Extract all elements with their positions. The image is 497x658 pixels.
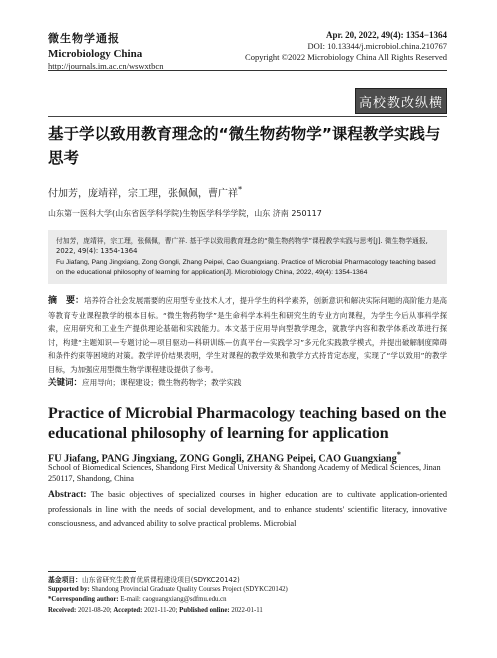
title-cn: 基于学以致用教育理念的“微生物药物学”课程教学实践与思考 <box>48 125 441 167</box>
affiliation-en: School of Biomedical Sciences, Shandong First Medical University & Shandong Academy of Medical Sciences, Jinan 250117, Shandong, China <box>48 463 441 483</box>
published-label: Published online: <box>179 606 230 614</box>
fund-line <box>48 575 447 585</box>
journal-url[interactable]: http://journals.im.ac.cn/wswxtbcn <box>48 61 164 71</box>
keywords-cn <box>48 376 241 388</box>
issue-date: Apr. 20, 2022, 49(4): 1354−1364 <box>325 30 447 40</box>
journal-header <box>48 30 163 71</box>
supported-line <box>48 585 447 595</box>
abstract-en-text: The basic objectives of specialized courses in higher education are to cultivate application-oriented professionals in line with the needs of social development, and to enhance students' scientific literacy, innovative consciousness, and advanced ability to solve practical problems. Microbial <box>48 490 447 528</box>
citation-en: Fu Jiafang, Pang Jingxiang, Zong Gongli, Zhang Peipei, Cao Guangxiang. Practice of Microbial Pharmacology teaching based on the educational philosophy of learning for application[J]. Microbiology China, 2022, 49(4): 1354-1364 <box>56 259 436 276</box>
accepted-label: Accepted: <box>113 606 143 614</box>
issue-info <box>245 30 447 63</box>
journal-name-cn: 微生物学通报 <box>48 32 120 45</box>
keywords-cn-label: 关键词： <box>48 378 83 388</box>
doi[interactable]: DOI: 10.13344/j.microbiol.china.210767 <box>307 41 447 51</box>
abstract-cn <box>48 294 447 376</box>
copyright: Copyright ©2022 Microbiology China All Rights Reserved <box>245 52 447 62</box>
section-tag: 高校教改纵横 <box>355 88 447 114</box>
accepted-date: 2021-11-20; <box>144 606 178 614</box>
dates-line <box>48 606 447 616</box>
abstract-en-label: Abstract: <box>48 490 87 500</box>
keywords-cn-text: 应用导向；课程建设；微生物药物学；教学实践 <box>82 378 242 387</box>
corresponding-mark: * <box>238 184 243 194</box>
citation-cn: 付加芳，庞靖祥，宗工理，张佩佩，曹广祥. 基于学以致用教育理念的“微生物药物学”课程教学实践与思考[J]. 微生物学通报, 2022, 49(4): 1354-1364 <box>56 237 428 255</box>
corresponding-line <box>48 595 447 605</box>
title-en: Practice of Microbial Pharmacology teaching based on the educational philosophy of learning for application <box>48 405 447 442</box>
authors-cn <box>48 184 242 199</box>
abstract-cn-label: 摘 要： <box>48 296 85 306</box>
section-divider <box>48 116 447 117</box>
corr-email[interactable]: E-mail: caoguangxiang@sdfmu.edu.cn <box>120 596 227 604</box>
supported-text: Shandong Provincial Graduate Quality Courses Project (SDYKC20142) <box>91 586 288 594</box>
footnotes <box>48 575 447 616</box>
authors-en-names: FU Jiafang, PANG Jingxiang, ZONG Gongli, ZHANG Peipei, CAO Guangxiang <box>48 453 397 465</box>
published-date: 2022-01-11 <box>231 606 263 614</box>
received-label: Received: <box>48 606 77 614</box>
corr-label: *Corresponding author: <box>48 596 119 604</box>
affiliation-cn: 山东第一医科大学(山东省医学科学院)生物医学科学学院，山东 济南 250117 <box>48 209 322 218</box>
citation-box <box>48 230 447 284</box>
supported-label: Supported by: <box>48 586 90 594</box>
journal-name-en: Microbiology China <box>48 48 143 60</box>
abstract-cn-text: 培养符合社会发展需要的应用型专业技术人才，提升学生的科学素养，创新意识和解决实际问题的高阶能力是高等教育专业课程教学的根本目标。“微生物药物学”是生命科学本科生和研究生的专业方向课程，为学生今后从事科学探索，应用研究和工业生产提供理论基础和实践能力。本文基于应用导向型教学理念，就教学内容和教学体系改革进行探讨，构建“主题知识—专题讨论—项目驱动—科研训练—仿真平台—实践学习”多元化实践教学模式，并提出破解制度障碍和条件约束等困境的对策。教学评价结果表明，学生对课程的教学效果和教学方式持肯定态度，实现了“学以致用”的教学目标，为加强应用型微生物学课程建设提供了参考。 <box>48 296 447 374</box>
header-divider <box>48 70 447 71</box>
fund-label: 基金项目： <box>48 576 82 584</box>
fund-text: 山东省研究生教育优质课程建设项目(SDYKC20142) <box>81 576 240 584</box>
footnote-divider <box>48 571 136 572</box>
authors-cn-names: 付加芳，庞靖祥，宗工理，张佩佩，曹广祥 <box>48 188 238 200</box>
corresponding-mark-en: * <box>396 449 402 459</box>
received-date: 2021-08-20; <box>78 606 112 614</box>
abstract-en <box>48 488 447 532</box>
